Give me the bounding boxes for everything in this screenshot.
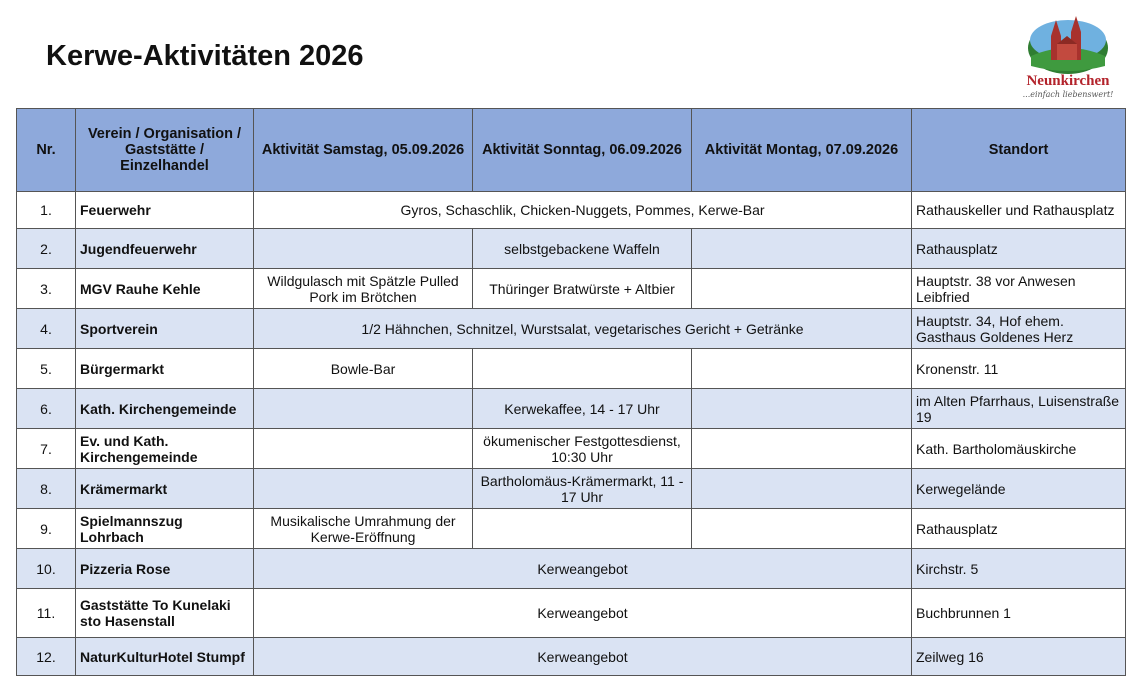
row-nr: 2. (17, 229, 76, 269)
row-location: Rathausplatz (912, 509, 1126, 549)
row-location: Hauptstr. 38 vor Anwesen Leibfried (912, 269, 1126, 309)
row-activity-saturday: Wildgulasch mit Spätzle Pulled Pork im Brötchen (254, 269, 473, 309)
row-activity-sunday: Bartholomäus-Krämermarkt, 11 - 17 Uhr (473, 469, 692, 509)
row-nr: 4. (17, 309, 76, 349)
row-location: Kath. Bartholomäuskirche (912, 429, 1126, 469)
row-name: Spielmannszug Lohrbach (76, 509, 254, 549)
row-name: Gaststätte To Kunelaki sto Hasenstall (76, 589, 254, 638)
row-name: Kath. Kirchengemeinde (76, 389, 254, 429)
row-location: Hauptstr. 34, Hof ehem. Gasthaus Goldenes Herz (912, 309, 1126, 349)
table-row (17, 549, 1126, 589)
row-activity-sunday: selbstgebackene Waffeln (473, 229, 692, 269)
row-activity-monday (692, 429, 912, 469)
header-sonntag: Aktivität Sonntag, 06.09.2026 (473, 109, 692, 192)
logo-name: Neunkirchen (1026, 73, 1110, 89)
table-row (17, 509, 1126, 549)
table-row (17, 192, 1126, 229)
row-activity-sunday: Thüringer Bratwürste + Altbier (473, 269, 692, 309)
activities-table (16, 108, 1126, 676)
row-activity-monday (692, 389, 912, 429)
row-activity-all-days: Kerweangebot (254, 589, 912, 638)
table-row (17, 429, 1126, 469)
row-activity-saturday: Bowle-Bar (254, 349, 473, 389)
row-location: Kerwegelände (912, 469, 1126, 509)
row-nr: 5. (17, 349, 76, 389)
row-name: Feuerwehr (76, 192, 254, 229)
row-name: MGV Rauhe Kehle (76, 269, 254, 309)
row-name: Jugendfeuerwehr (76, 229, 254, 269)
row-name: Pizzeria Rose (76, 549, 254, 589)
row-location: Kirchstr. 5 (912, 549, 1126, 589)
table-row (17, 469, 1126, 509)
row-activity-sunday (473, 349, 692, 389)
row-activity-all-days: Kerweangebot (254, 638, 912, 676)
church-logo-icon (1013, 10, 1123, 80)
row-location: Kronenstr. 11 (912, 349, 1126, 389)
row-activity-all-days: 1/2 Hähnchen, Schnitzel, Wurstsalat, vegetarisches Gericht + Getränke (254, 309, 912, 349)
row-nr: 9. (17, 509, 76, 549)
row-activity-saturday (254, 229, 473, 269)
row-name: Krämermarkt (76, 469, 254, 509)
row-name: Ev. und Kath. Kirchengemeinde (76, 429, 254, 469)
row-name: NaturKulturHotel Stumpf (76, 638, 254, 676)
row-activity-saturday (254, 429, 473, 469)
row-nr: 7. (17, 429, 76, 469)
row-nr: 1. (17, 192, 76, 229)
row-activity-monday (692, 229, 912, 269)
row-activity-saturday (254, 469, 473, 509)
row-nr: 6. (17, 389, 76, 429)
row-activity-sunday: Kerwekaffee, 14 - 17 Uhr (473, 389, 692, 429)
row-nr: 11. (17, 589, 76, 638)
header-montag: Aktivität Montag, 07.09.2026 (692, 109, 912, 192)
row-activity-sunday: ökumenischer Festgottesdienst, 10:30 Uhr (473, 429, 692, 469)
logo-tagline: ...einfach liebenswert! (1022, 90, 1114, 99)
row-activity-monday (692, 469, 912, 509)
row-location: Rathausplatz (912, 229, 1126, 269)
row-location: Zeilweg 16 (912, 638, 1126, 676)
row-location: Buchbrunnen 1 (912, 589, 1126, 638)
row-activity-monday (692, 269, 912, 309)
table-header-row (17, 109, 1126, 192)
table-row (17, 269, 1126, 309)
row-location: im Alten Pfarrhaus, Luisenstraße 19 (912, 389, 1126, 429)
header-nr: Nr. (17, 109, 76, 192)
row-activity-saturday (254, 389, 473, 429)
row-location: Rathauskeller und Rathausplatz (912, 192, 1126, 229)
header-samstag: Aktivität Samstag, 05.09.2026 (254, 109, 473, 192)
row-activity-saturday: Musikalische Umrahmung der Kerwe-Eröffnung (254, 509, 473, 549)
table-row (17, 229, 1126, 269)
table-row (17, 589, 1126, 638)
row-nr: 8. (17, 469, 76, 509)
table-row (17, 309, 1126, 349)
table-row (17, 638, 1126, 676)
row-activity-sunday (473, 509, 692, 549)
row-activity-all-days: Kerweangebot (254, 549, 912, 589)
row-activity-monday (692, 509, 912, 549)
row-nr: 3. (17, 269, 76, 309)
page-title: Kerwe-Aktivitäten 2026 (46, 40, 364, 72)
row-activity-all-days: Gyros, Schaschlik, Chicken-Nuggets, Pommes, Kerwe-Bar (254, 192, 912, 229)
table-row (17, 389, 1126, 429)
row-nr: 10. (17, 549, 76, 589)
header-standort: Standort (912, 109, 1126, 192)
header-verein: Verein / Organisation / Gaststätte / Einzelhandel (76, 109, 254, 192)
neunkirchen-logo (1013, 10, 1123, 100)
table-row (17, 349, 1126, 389)
row-name: Bürgermarkt (76, 349, 254, 389)
row-name: Sportverein (76, 309, 254, 349)
row-nr: 12. (17, 638, 76, 676)
row-activity-monday (692, 349, 912, 389)
